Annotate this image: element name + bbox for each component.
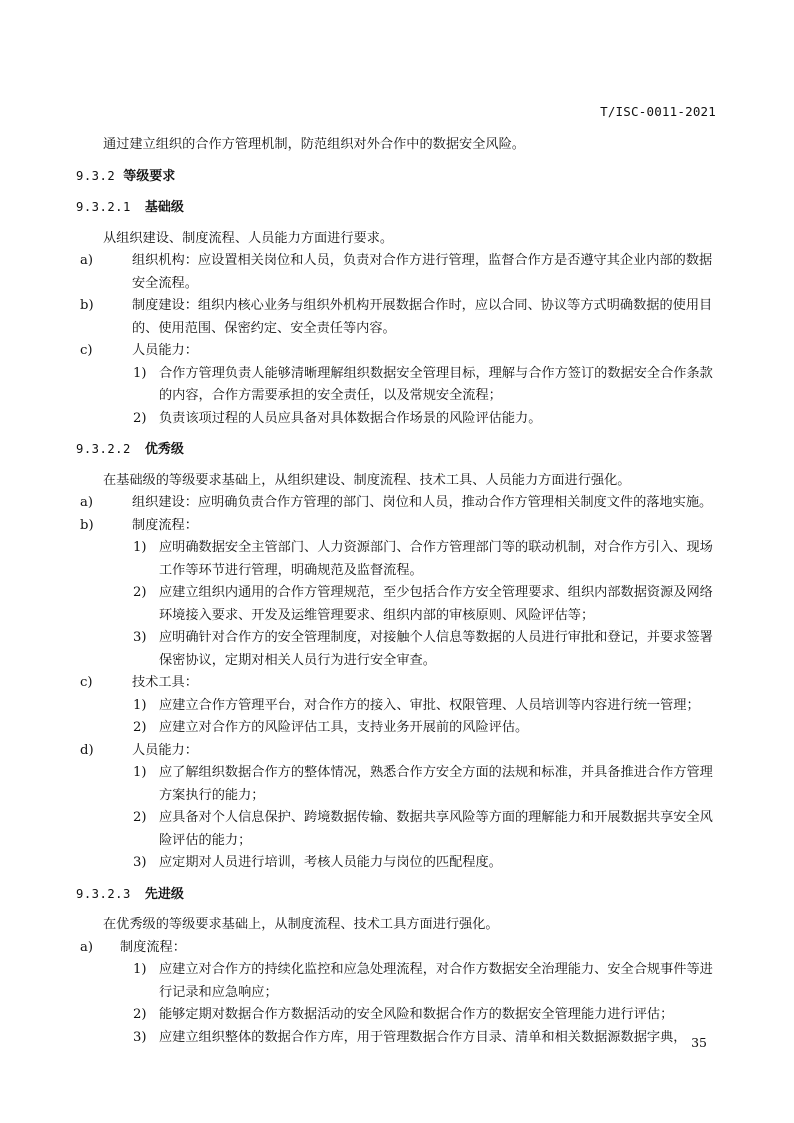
list-item-text: 应明确数据安全主管部门、人力资源部门、合作方管理部门等的联动机制，对合作方引入、现场工作等环节进行管理，明确规范及监督流程。 — [159, 540, 713, 578]
sub-list-item — [76, 1027, 720, 1050]
list-marker: b) — [80, 517, 94, 533]
section-heading-9-3-2-1 — [76, 196, 720, 220]
standard-code: T/ISC-0011-2021 — [600, 104, 716, 119]
sub-list-item — [76, 1004, 720, 1027]
section-heading-9-3-2 — [76, 165, 720, 189]
lead-paragraph: 在优秀级的等级要求基础上，从制度流程、技术工具方面进行强化。 — [103, 917, 499, 932]
document-body — [76, 134, 720, 1049]
list-item — [76, 937, 720, 960]
sub-list-item — [76, 717, 720, 740]
list-item-text: 应明确针对合作方的安全管理制度，对接触个人信息等数据的人员进行审批和登记，并要求签署保密协议，定期对相关人员行为进行安全审查。 — [159, 630, 713, 668]
list-marker: a) — [80, 939, 94, 955]
list-item — [76, 515, 720, 538]
list-marker: 3) — [133, 630, 147, 645]
list-item-text: 应建立组织整体的数据合作方库，用于管理数据合作方目录、清单和相关数据源数据字典， — [159, 1029, 687, 1045]
list-item-text: 组织机构：应设置相关岗位和人员，负责对合作方进行管理，监督合作方是否遵守其企业内部的数据安全流程。 — [132, 253, 713, 291]
list-marker: d) — [80, 742, 94, 758]
section-number: 9.3.2.3 — [76, 886, 131, 901]
section-title: 基础级 — [144, 200, 184, 215]
section-title: 先进级 — [144, 886, 184, 902]
sub-list-item — [76, 852, 720, 875]
sub-list-item — [76, 582, 720, 627]
list-item-text: 组织建设：应明确负责合作方管理的部门、岗位和人员，推动合作方管理相关制度文件的落地实施。 — [132, 495, 713, 510]
list-marker: 1) — [133, 540, 147, 555]
list-item-text: 应具备对个人信息保护、跨境数据传输、数据共享风险等方面的理解能力和开展数据共享安全风险评估的能力； — [159, 810, 713, 848]
sub-list-item — [76, 627, 720, 672]
list-item-text: 应建立对合作方的风险评估工具，支持业务开展前的风险评估。 — [159, 720, 529, 735]
list-item-text: 应定期对人员进行培训，考核人员能力与岗位的匹配程度。 — [159, 855, 502, 870]
section-number: 9.3.2 — [76, 168, 116, 183]
list-marker: a) — [80, 253, 94, 268]
list-item-text: 合作方管理负责人能够清晰理解组织数据安全管理目标，理解与合作方签订的数据安全合作条款的内容，合作方需要承担的安全责任，以及常规安全流程； — [159, 365, 713, 403]
list-marker: 1) — [133, 697, 147, 713]
list-item-text: 能够定期对数据合作方数据活动的安全风险和数据合作方的数据安全管理能力进行评估； — [159, 1007, 674, 1022]
list-marker: 2) — [133, 810, 147, 825]
page-number: 35 — [691, 1035, 707, 1050]
list-item-text: 制度流程： — [132, 517, 198, 533]
list-item-text: 技术工具： — [132, 675, 198, 690]
list-item — [76, 250, 720, 295]
sub-list-item — [76, 959, 720, 1004]
list-item-text: 人员能力： — [132, 742, 198, 758]
sub-list-item — [76, 762, 720, 807]
list-item-text: 应建立组织内通用的合作方管理规范，至少包括合作方安全管理要求、组织内部数据资源及网络环境接入要求、开发及运维管理要求、组织内部的审核原则、风险评估等； — [159, 585, 713, 623]
list-marker: c) — [80, 675, 93, 690]
section-number: 9.3.2.2 — [76, 442, 131, 456]
section-title: 等级要求 — [123, 168, 176, 184]
list-marker: 1) — [133, 765, 147, 780]
list-item-text: 应了解组织数据合作方的整体情况，熟悉合作方安全方面的法规和标准，并具备推进合作方管理方案执行的能力； — [159, 765, 713, 803]
list-item — [76, 295, 720, 340]
list-marker: 2) — [133, 410, 147, 426]
list-item-text: 人员能力： — [132, 343, 198, 358]
list-marker: 2) — [133, 585, 147, 600]
list-item — [76, 340, 720, 363]
lead-paragraph: 从组织建设、制度流程、人员能力方面进行要求。 — [103, 230, 394, 246]
lead-paragraph: 在基础级的等级要求基础上，从组织建设、制度流程、技术工具、人员能力方面进行强化。 — [103, 472, 631, 488]
sub-list-item — [76, 408, 720, 431]
list-item-text: 制度流程： — [120, 939, 186, 955]
list-item-text: 应建立合作方管理平台，对合作方的接入、审批、权限管理、人员培训等内容进行统一管理； — [159, 697, 700, 713]
section-number: 9.3.2.1 — [76, 200, 131, 214]
list-marker: a) — [80, 495, 94, 510]
sub-list-item — [76, 807, 720, 852]
list-marker: 1) — [133, 962, 147, 977]
list-marker: 2) — [133, 1007, 147, 1022]
list-marker: 3) — [133, 855, 147, 870]
section-heading-9-3-2-3 — [76, 883, 720, 907]
sub-list-item — [76, 537, 720, 582]
list-marker: c) — [80, 343, 93, 358]
intro-paragraph: 通过建立组织的合作方管理机制，防范组织对外合作中的数据安全风险。 — [103, 137, 525, 152]
sub-list-item — [76, 695, 720, 718]
list-marker: 1) — [133, 365, 147, 381]
list-marker: 3) — [133, 1029, 147, 1045]
list-item — [76, 740, 720, 763]
list-marker: 2) — [133, 720, 147, 735]
list-item-text: 负责该项过程的人员应具备对具体数据合作场景的风险评估能力。 — [159, 410, 542, 426]
list-item — [76, 492, 720, 515]
list-marker: b) — [80, 298, 94, 313]
list-item — [76, 672, 720, 695]
list-item-text: 制度建设：组织内核心业务与组织外机构开展数据合作时，应以合同、协议等方式明确数据的使用目的、使用范围、保密约定、安全责任等内容。 — [132, 298, 713, 336]
list-item-text: 应建立对合作方的持续化监控和应急处理流程，对合作方数据安全治理能力、安全合规事件等进行记录和应急响应； — [159, 962, 713, 1000]
sub-list-item — [76, 363, 720, 408]
section-heading-9-3-2-2 — [76, 438, 720, 462]
section-title: 优秀级 — [144, 442, 184, 457]
